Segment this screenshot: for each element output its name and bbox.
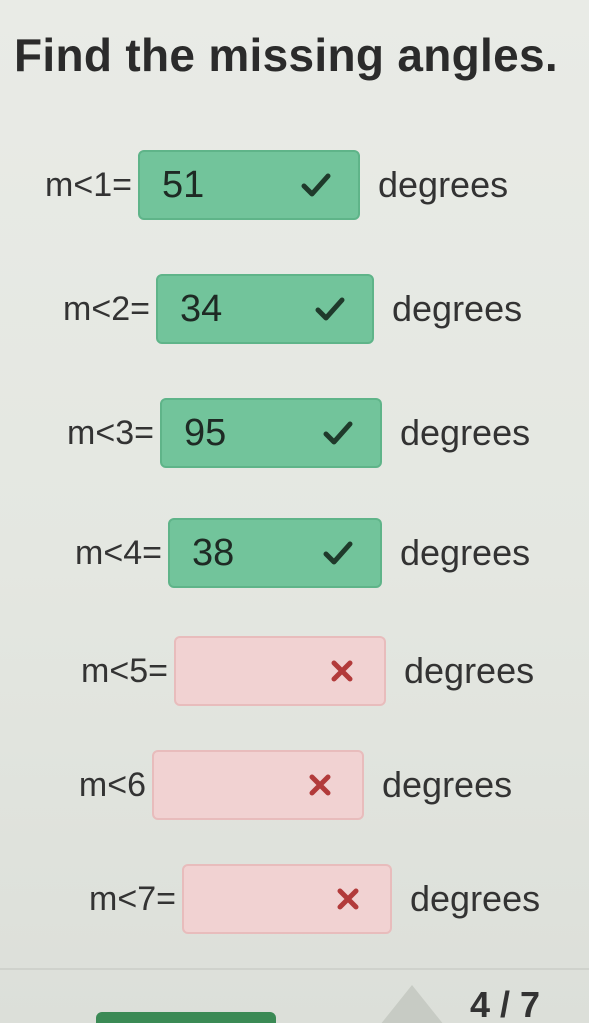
angle-label: m<3= xyxy=(67,413,154,452)
unit-label: degrees xyxy=(410,878,541,919)
answer-input-3[interactable] xyxy=(160,398,382,468)
angle-row-3 xyxy=(0,394,530,472)
page-title: Find the missing angles. xyxy=(14,29,558,81)
x-icon xyxy=(324,653,360,689)
check-icon xyxy=(312,291,348,327)
angle-label: m<1= xyxy=(45,165,132,204)
angle-row-2 xyxy=(0,270,522,348)
angle-row-5 xyxy=(0,632,534,710)
answer-input-7[interactable] xyxy=(182,864,392,934)
angle-label: m<6 xyxy=(78,765,146,804)
angle-row-1 xyxy=(0,146,508,224)
x-icon xyxy=(302,767,338,803)
previous-nav-shape[interactable] xyxy=(380,985,444,1023)
answer-input-5[interactable] xyxy=(174,636,386,706)
answer-value: 95 xyxy=(184,411,227,454)
unit-label: degrees xyxy=(382,764,513,805)
answer-input-1[interactable] xyxy=(138,150,360,220)
answer-input-4[interactable] xyxy=(168,518,382,588)
page-indicator: 4 / 7 xyxy=(470,984,541,1023)
answer-value: 34 xyxy=(180,287,223,330)
angle-label: m<7= xyxy=(89,879,176,918)
angle-row-7 xyxy=(0,860,540,938)
answer-input-2[interactable] xyxy=(156,274,374,344)
answer-value: 38 xyxy=(192,531,235,574)
answer-input-6[interactable] xyxy=(152,750,364,820)
unit-label: degrees xyxy=(392,288,523,329)
progress-bar xyxy=(96,1012,276,1023)
angle-label: m<4= xyxy=(75,533,162,572)
x-icon xyxy=(330,881,366,917)
angle-row-6 xyxy=(0,746,512,824)
angle-label: m<5= xyxy=(81,651,168,690)
unit-label: degrees xyxy=(400,532,531,573)
answer-value: 51 xyxy=(162,163,205,206)
unit-label: degrees xyxy=(378,164,509,205)
unit-label: degrees xyxy=(400,412,531,453)
unit-label: degrees xyxy=(404,650,535,691)
check-icon xyxy=(320,535,356,571)
angle-label: m<2= xyxy=(63,289,150,328)
check-icon xyxy=(320,415,356,451)
footer-divider xyxy=(0,968,589,970)
angle-row-4 xyxy=(0,514,530,592)
check-icon xyxy=(298,167,334,203)
